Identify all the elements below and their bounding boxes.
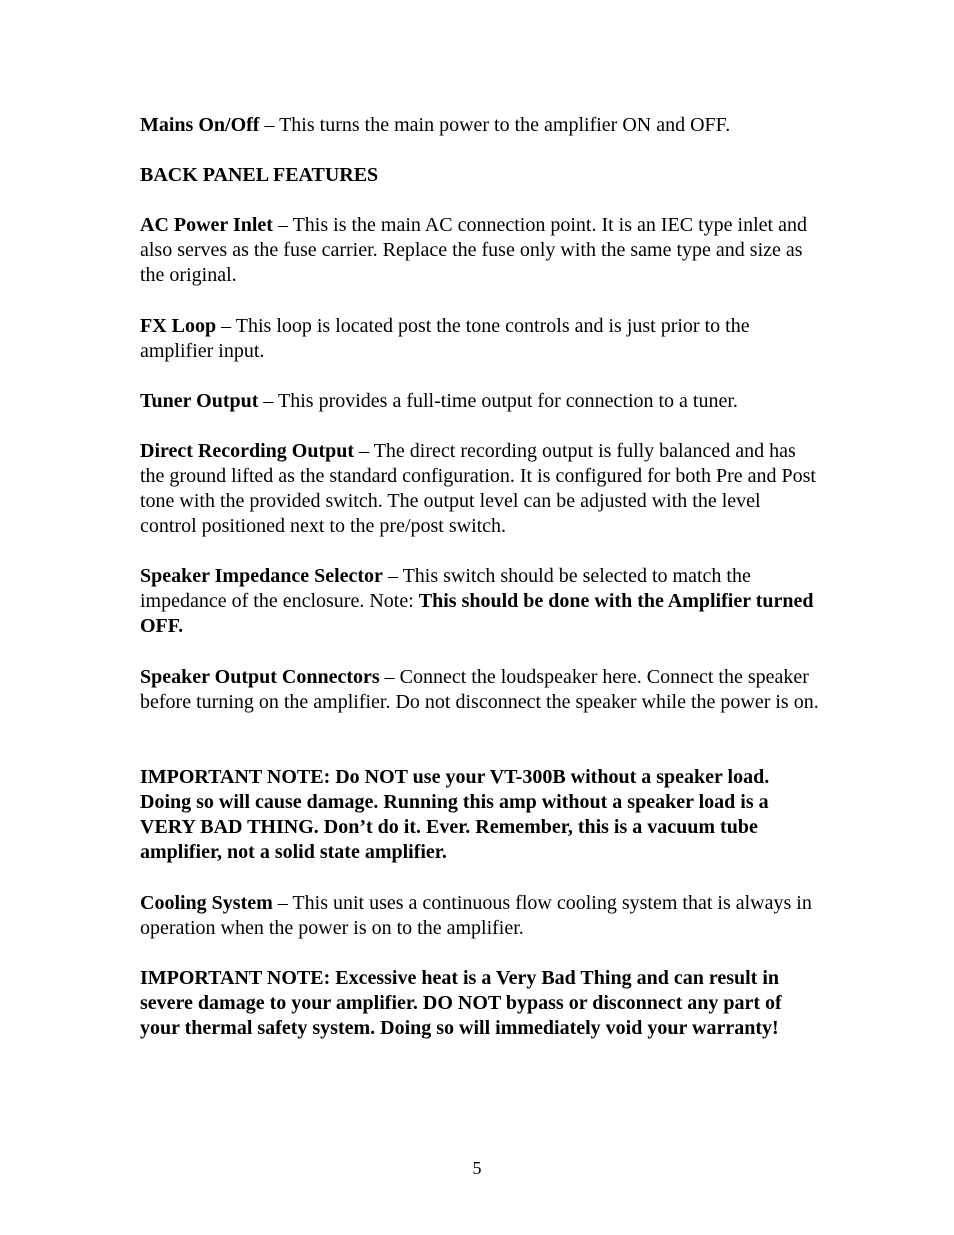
fx-loop-term: FX Loop [140, 315, 217, 337]
impedance-bold-note: This should be done with the Amplifier turned OFF. [140, 590, 814, 637]
impedance-term: Speaker Impedance Selector [140, 565, 383, 587]
cooling-paragraph [140, 891, 820, 941]
tuner-term: Tuner Output [140, 390, 259, 412]
section-heading: BACK PANEL FEATURES [140, 164, 379, 186]
cooling-term: Cooling System [140, 892, 273, 914]
speaker-output-paragraph [140, 665, 820, 715]
tuner-text: – This provides a full-time output for connection to a tuner. [258, 390, 738, 412]
direct-recording-term: Direct Recording Output [140, 440, 355, 462]
direct-recording-text: – The direct recording output is fully balanced and has the ground lifted as the standard configuration. It is configured for both Pre and Post tone with the provided switch. The output level can be adjusted with the level control positioned next to the pre/post switch. [140, 440, 816, 537]
tuner-paragraph [140, 389, 820, 414]
fx-loop-paragraph [140, 314, 820, 364]
fx-loop-text: – This loop is located post the tone controls and is just prior to the amplifier input. [140, 315, 750, 362]
mains-paragraph [140, 113, 820, 138]
speaker-output-term: Speaker Output Connectors [140, 666, 380, 688]
important-note-2: IMPORTANT NOTE: Excessive heat is a Very Bad Thing and can result in severe damage to your amplifier. DO NOT bypass or disconnect any part of your thermal safety system. Doing so will immediately void your warranty! [140, 967, 782, 1039]
page-number: 5 [472, 1158, 482, 1178]
ac-power-paragraph [140, 213, 820, 288]
mains-text: – This turns the main power to the amplifier ON and OFF. [259, 114, 731, 136]
important-note-1: IMPORTANT NOTE: Do NOT use your VT-300B without a speaker load. Doing so will cause damage. Running this amp without a speaker load is a VERY BAD THING. Don’t do it. Ever. Remember, this is a vacuum tube amplifier, not a solid state amplifier. [140, 766, 770, 863]
impedance-text: – This switch should be selected to match the impedance of the enclosure. Note: [140, 565, 751, 612]
mains-term: Mains On/Off [140, 114, 260, 136]
impedance-paragraph [140, 564, 820, 639]
ac-power-text: – This is the main AC connection point. It is an IEC type inlet and also serves as the fuse carrier. Replace the fuse only with the same type and size as the original. [140, 214, 807, 286]
direct-recording-paragraph [140, 439, 820, 539]
speaker-output-text: – Connect the loudspeaker here. Connect the speaker before turning on the amplifier. Do not disconnect the speaker while the power is on. [140, 666, 819, 713]
cooling-text: – This unit uses a continuous flow cooling system that is always in operation when the power is on to the amplifier. [140, 892, 812, 939]
ac-power-term: AC Power Inlet [140, 214, 273, 236]
